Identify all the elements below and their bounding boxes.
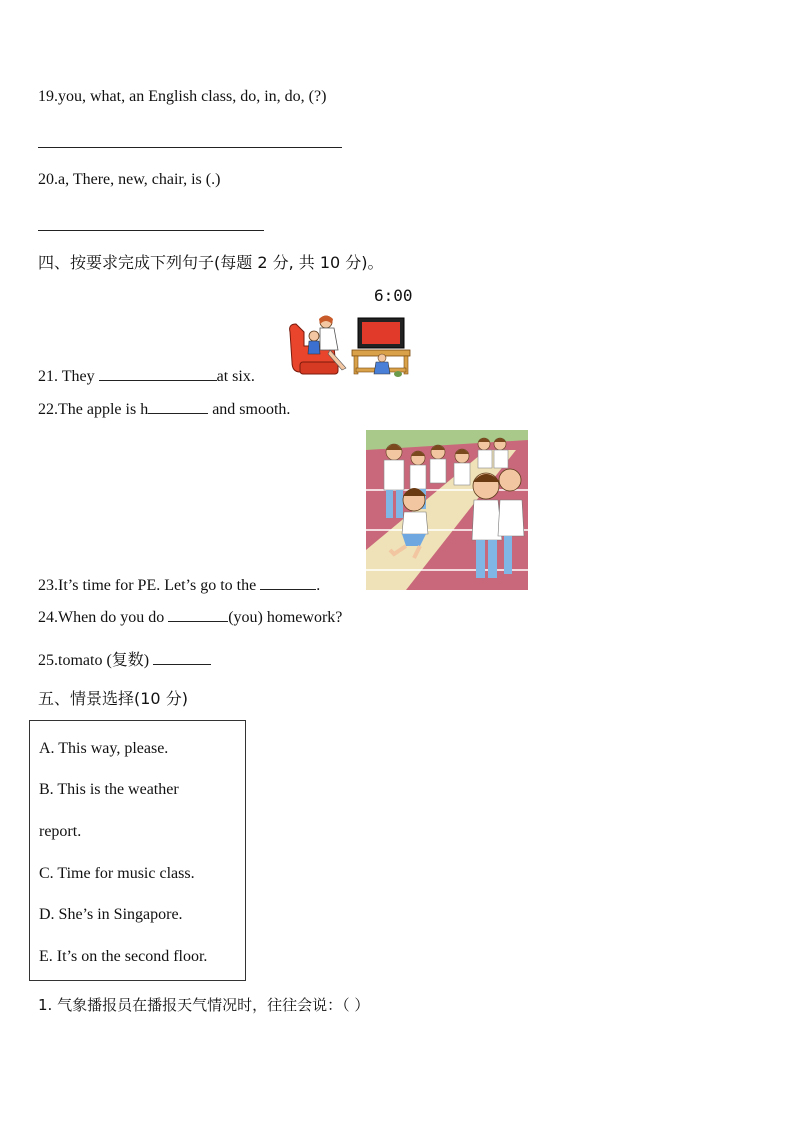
option-c: C. Time for music class. [39,865,195,882]
question-24 [38,607,342,628]
question-22-prefix: 22.The apple is h [38,401,149,418]
answer-blank-25[interactable] [153,650,211,665]
options-box [29,720,246,981]
family-watching-tv-illustration [286,310,412,380]
question-21-prefix: 21. They [38,368,99,385]
clock-time: 6:00 [374,286,413,305]
question-22 [38,399,290,420]
answer-blank-23[interactable] [260,575,316,590]
section-4-heading: 四、按要求完成下列句子(每题 2 分, 共 10 分)。 [38,253,384,272]
option-b: B. This is the weather [39,781,179,798]
option-a: A. This way, please. [39,740,169,757]
question-19: 19.you, what, an English class, do, in, do, (?) [38,88,327,105]
question-23-suffix: . [316,577,321,594]
answer-blank-22[interactable] [148,399,208,414]
question-25-prefix: 25.tomato (复数) [38,652,154,669]
question-23 [38,575,320,596]
situation-question-1: 1. 气象播报员在播报天气情况时，往往会说：（ ） [38,996,370,1014]
answer-blank-24[interactable] [168,607,228,622]
section-5-heading: 五、情景选择(10 分) [38,689,188,708]
option-d: D. She’s in Singapore. [39,906,183,923]
question-20: 20.a, There, new, chair, is (.) [38,171,221,188]
question-24-suffix: (you) homework? [228,609,343,626]
option-b-continued: report. [39,823,82,840]
question-21 [38,366,255,387]
question-25 [38,650,211,671]
running-track-illustration [366,430,528,590]
option-e: E. It’s on the second floor. [39,948,208,965]
answer-blank-21[interactable] [99,366,217,381]
answer-line-20[interactable] [38,230,264,231]
answer-line-19[interactable] [38,147,342,148]
question-23-prefix: 23.It’s time for PE. Let’s go to the [38,577,261,594]
question-22-suffix: and smooth. [208,401,291,418]
question-24-prefix: 24.When do you do [38,609,169,626]
question-21-suffix: at six. [216,368,255,385]
